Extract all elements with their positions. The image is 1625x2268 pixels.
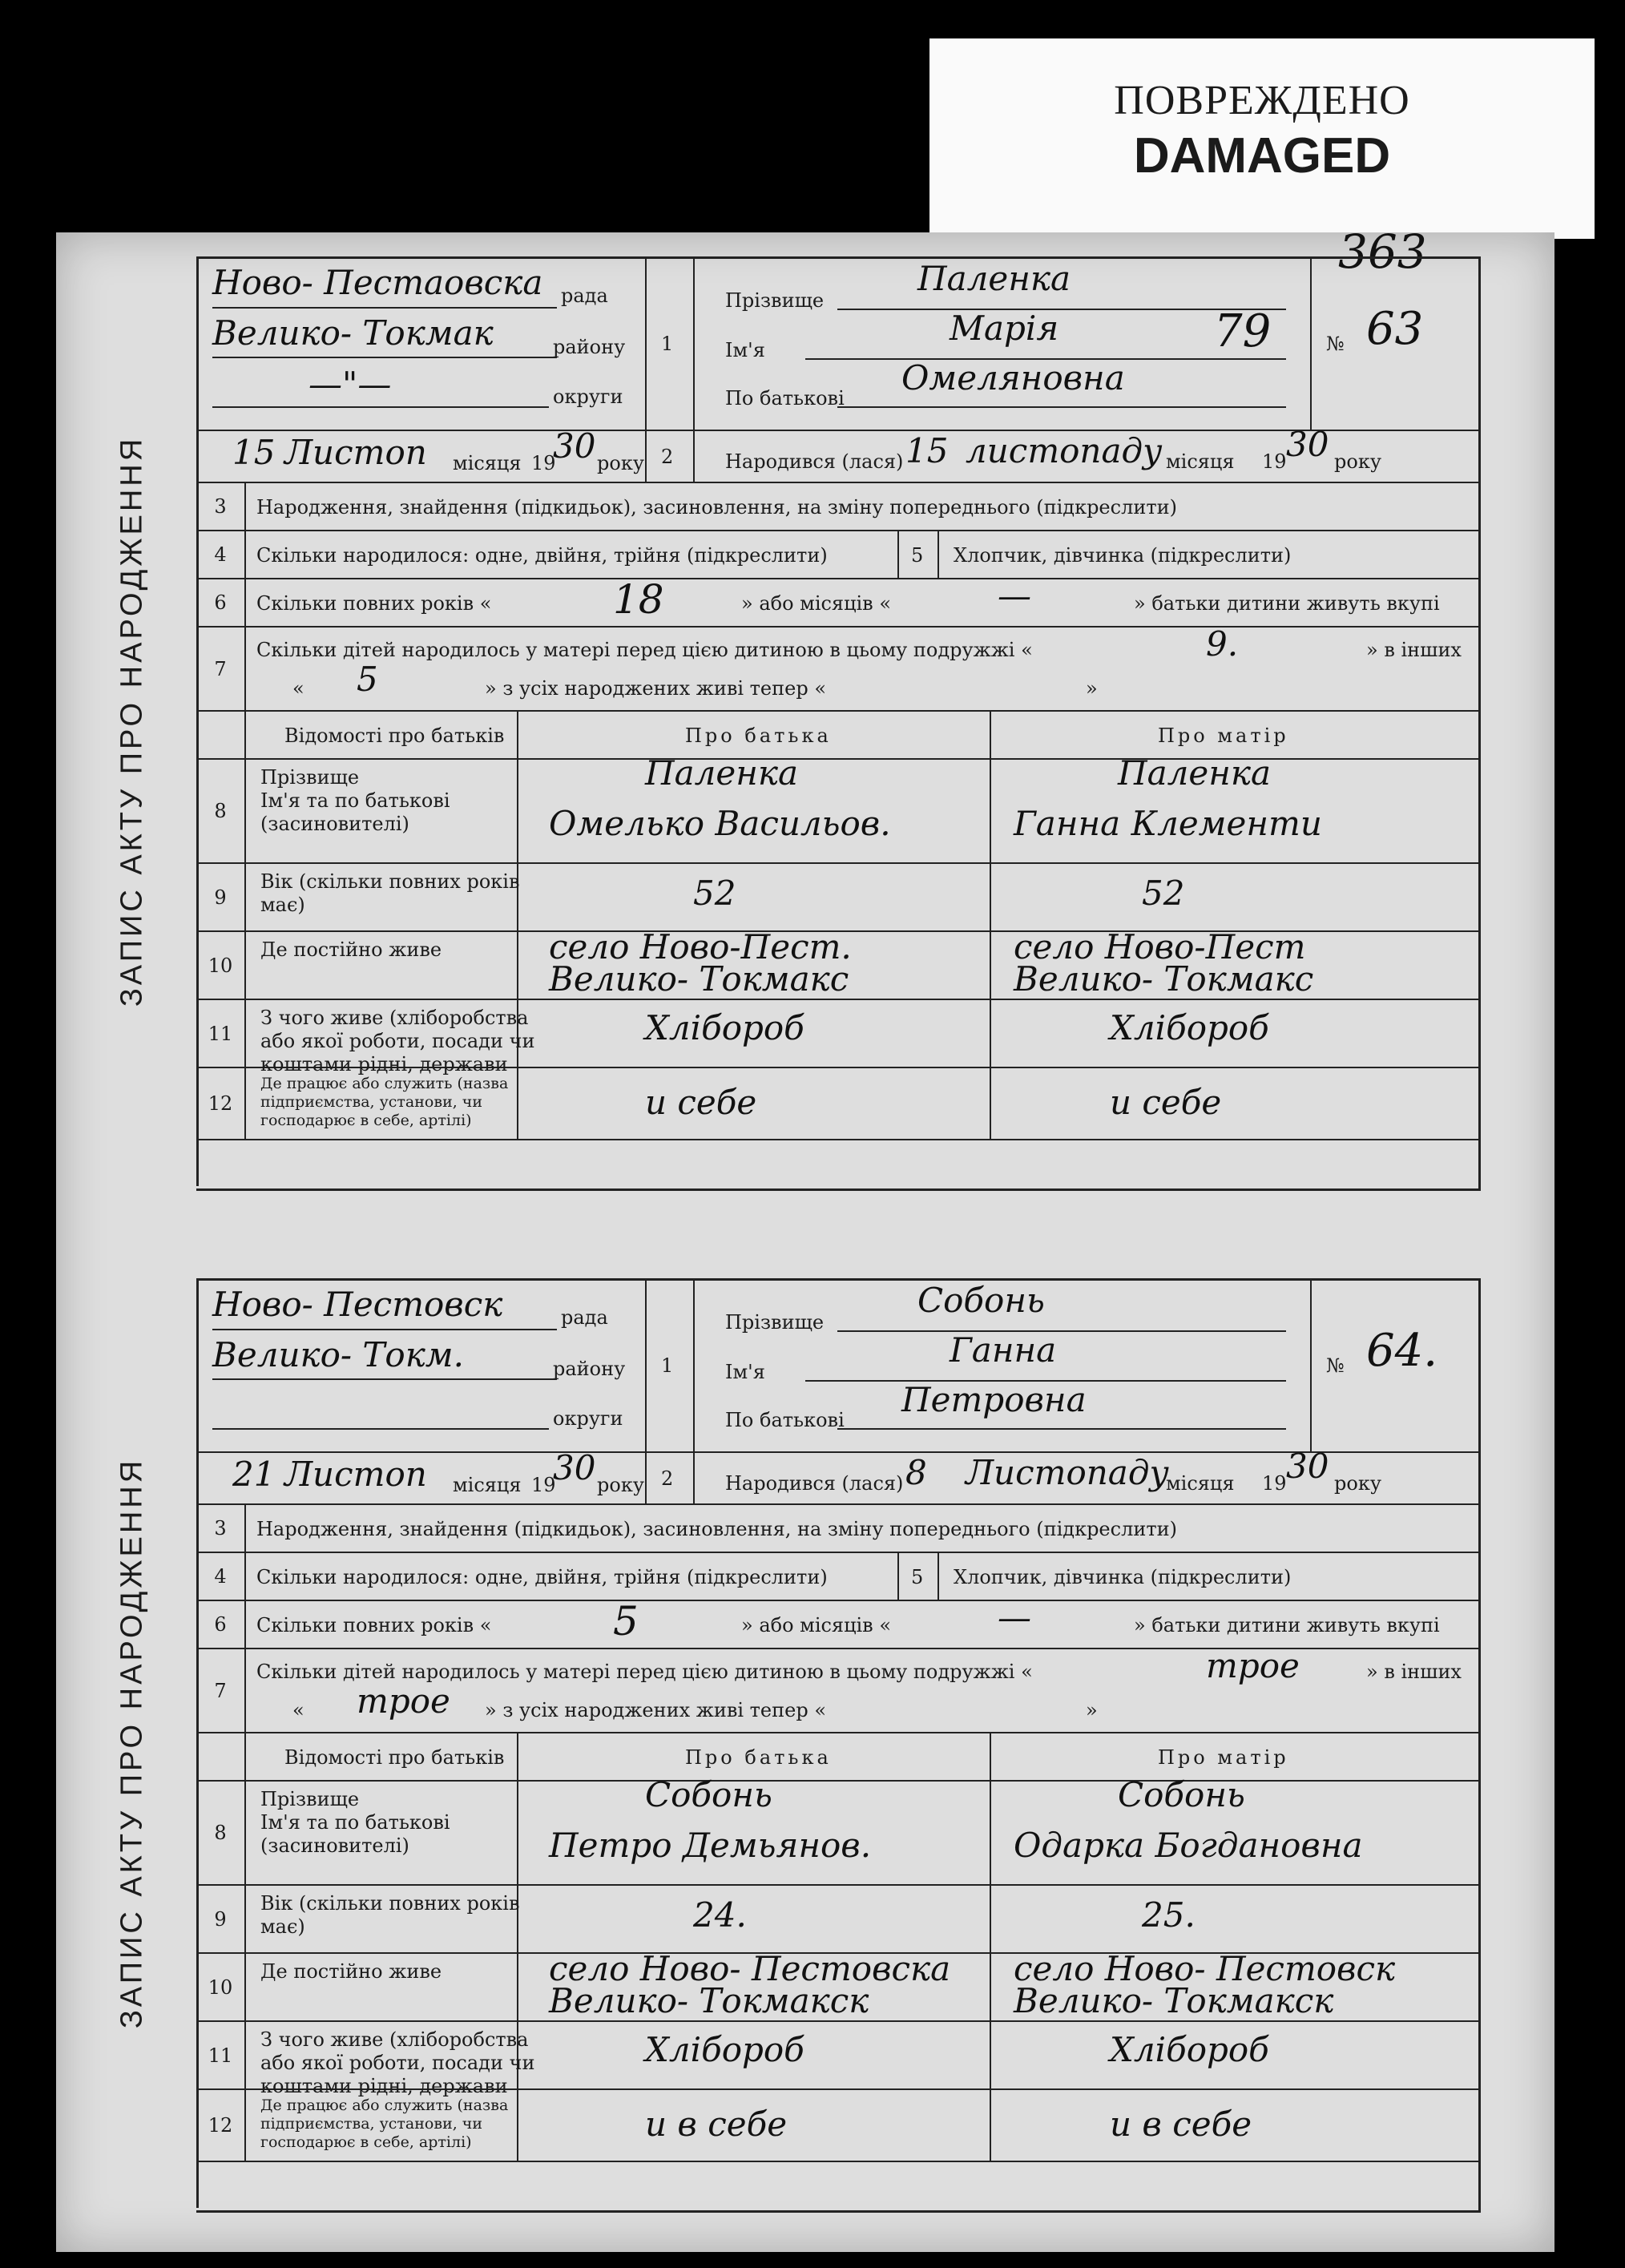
mother-surname: Паленка — [1118, 753, 1272, 793]
okrug-value: —"— — [308, 365, 392, 404]
reg-month: Листоп — [284, 433, 427, 472]
num-10: 10 — [196, 932, 246, 999]
mother-name: Ганна Клементи — [1014, 804, 1322, 843]
father-age: 24. — [693, 1895, 747, 1935]
reg-month-label: місяця — [453, 452, 522, 474]
row-3 — [196, 1505, 1478, 1553]
row-7 — [196, 1646, 1478, 1733]
born-label: Народився (лася) — [725, 1472, 904, 1495]
row8-label: Прізвище Ім'я та по батькові (засиновителі) — [260, 766, 450, 835]
damaged-stamp — [929, 38, 1595, 239]
num-12: 12 — [196, 2090, 246, 2161]
num-7: 7 — [196, 1649, 246, 1732]
birth-day: 8 — [905, 1453, 927, 1492]
record-table — [196, 1278, 1481, 2213]
father-work: и себе — [645, 1083, 757, 1122]
child-patronymic: Омеляновна — [901, 358, 1125, 398]
row7-b: » в інших — [1366, 1661, 1462, 1683]
children-other: трое — [357, 1681, 450, 1721]
extra-number: 79 — [1214, 305, 1272, 357]
rada-label: рада — [561, 1306, 608, 1329]
row7-a: Скільки дітей народилось у матері перед цією дитиною в цьому подружжі « — [256, 639, 1033, 661]
row-11 — [196, 2022, 1478, 2097]
row6-b: » або місяців « — [741, 592, 892, 615]
married-years: 5 — [613, 1598, 639, 1645]
reg-year: 30 — [553, 1448, 596, 1487]
birth-year-label: року — [1334, 1472, 1381, 1495]
row4-text: Скільки народилося: одне, двійня, трійня (підкреслити) — [256, 544, 828, 567]
father-name: Петро Демьянов. — [549, 1826, 872, 1865]
row-12 — [196, 2090, 1478, 2162]
num-8: 8 — [196, 760, 246, 862]
num-9: 9 — [196, 864, 246, 930]
row-2 — [196, 425, 1478, 483]
num-3: 3 — [196, 483, 246, 530]
num-8: 8 — [196, 1782, 246, 1884]
row-11 — [196, 1000, 1478, 1075]
reg-year-prefix: 19 — [531, 1474, 556, 1496]
record-number: 63 — [1366, 303, 1424, 355]
num-4: 4 — [196, 1553, 246, 1600]
row7-a: Скільки дітей народилось у матері перед цією дитиною в цьому подружжі « — [256, 1661, 1033, 1683]
reg-day: 21 — [232, 1455, 276, 1494]
mother-name: Одарка Богдановна — [1014, 1826, 1363, 1865]
row12-label: Де працює або служить (назва підприємства, установи, чи господарює в себе, артілі) — [260, 1075, 509, 1129]
rada-label: рада — [561, 285, 608, 307]
row7-e: » — [1086, 1699, 1098, 1721]
row3-text: Народження, знайдення (підкидьок), засиновлення, на зміну попереднього (підкреслити) — [256, 496, 1177, 519]
row-10 — [196, 1949, 1478, 2022]
child-name: Ганна — [950, 1330, 1057, 1370]
no-label: № — [1326, 1354, 1345, 1377]
row6-c: » батьки дитини живуть вкупі — [1134, 592, 1440, 615]
side-title-text: ЗАПИС АКТУ ПРО НАРОДЖЕННЯ — [115, 1457, 149, 2029]
mother-age: 25. — [1142, 1895, 1196, 1935]
child-surname: Паленка — [917, 259, 1071, 298]
birth-month: листопаду — [966, 431, 1163, 470]
num-6: 6 — [196, 1601, 246, 1648]
stamp-ua: ПОВРЕЖДЕНО — [1114, 78, 1410, 123]
row-4 — [196, 1553, 1478, 1601]
parents-header — [196, 712, 1478, 760]
row9-label: Вік (скільки повних років має) — [260, 870, 520, 916]
row7-b: » в інших — [1366, 639, 1462, 661]
row-1 — [196, 259, 1478, 431]
num-2: 2 — [661, 1467, 674, 1490]
row-8 — [196, 1775, 1478, 1886]
num-7: 7 — [196, 628, 246, 710]
row-3 — [196, 483, 1478, 531]
row-9 — [196, 864, 1478, 932]
row7-d: » з усіх народжених живі тепер « — [485, 1699, 827, 1721]
rada-value: Ново- Пестовск — [212, 1285, 503, 1324]
stamp-en: DAMAGED — [1133, 128, 1391, 184]
father-living: Хлібороб — [645, 2030, 804, 2069]
row6-c: » батьки дитини живуть вкупі — [1134, 1614, 1440, 1636]
row11-label: З чого живе (хліборобства або якої роботи, посади чи коштами рідні, держави — [260, 1007, 535, 1075]
side-title — [68, 256, 199, 1186]
row-8 — [196, 753, 1478, 864]
mother-surname: Собонь — [1118, 1775, 1245, 1814]
father-surname: Паленка — [645, 753, 799, 793]
rayon-label: району — [553, 336, 626, 358]
rayon-label: району — [553, 1358, 626, 1380]
reg-year-label: року — [597, 452, 644, 474]
num-5: 5 — [911, 544, 924, 567]
rayon-value: Велико- Токм. — [212, 1335, 464, 1374]
row7-c: « — [292, 1699, 304, 1721]
header-parents: Відомості про батьків — [284, 1746, 505, 1769]
row-4 — [196, 531, 1478, 579]
mother-living: Хлібороб — [1110, 1008, 1269, 1047]
row-2 — [196, 1447, 1478, 1505]
patronymic-label: По батькові — [725, 1409, 845, 1431]
row-9 — [196, 1886, 1478, 1954]
surname-label: Прізвище — [725, 289, 825, 312]
reg-year: 30 — [553, 426, 596, 466]
header-father: Про батька — [685, 724, 832, 747]
father-residence2: Велико- Токмакск — [549, 1981, 869, 2020]
child-patronymic: Петровна — [901, 1380, 1087, 1419]
num-1: 1 — [661, 1354, 674, 1377]
row-12 — [196, 1068, 1478, 1140]
born-label: Народився (лася) — [725, 450, 904, 473]
side-title — [68, 1278, 199, 2208]
father-name: Омелько Васильов. — [549, 804, 891, 843]
num-9: 9 — [196, 1886, 246, 1952]
record-number: 64. — [1366, 1325, 1438, 1377]
name-label: Ім'я — [725, 1361, 765, 1383]
father-age: 52 — [693, 874, 736, 913]
num-2: 2 — [661, 446, 674, 468]
row-6 — [196, 1598, 1478, 1649]
row3-text: Народження, знайдення (підкидьок), засиновлення, на зміну попереднього (підкреслити) — [256, 1518, 1177, 1540]
birth-month: Листопаду — [966, 1453, 1169, 1492]
header-mother: Про матір — [1158, 1746, 1289, 1769]
father-residence1: село Ново-Пест. — [549, 927, 852, 967]
father-residence2: Велико- Токмакс — [549, 959, 849, 999]
mother-residence2: Велико- Токмакс — [1014, 959, 1314, 999]
row5-text: Хлопчик, дівчинка (підкреслити) — [954, 1566, 1292, 1588]
married-years: 18 — [613, 576, 664, 623]
children-this: 9. — [1206, 624, 1239, 664]
rayon-value: Велико- Токмак — [212, 313, 494, 353]
birth-year-prefix: 19 — [1262, 1472, 1287, 1495]
row9-label: Вік (скільки повних років має) — [260, 1892, 520, 1938]
reg-year-prefix: 19 — [531, 452, 556, 474]
mother-living: Хлібороб — [1110, 2030, 1269, 2069]
row12-label: Де працює або служить (назва підприємства, установи, чи господарює в себе, артілі) — [260, 2096, 509, 2151]
no-label: № — [1326, 333, 1345, 355]
row11-label: З чого живе (хліборобства або якої роботи, посади чи коштами рідні, держави — [260, 2028, 535, 2097]
row-10 — [196, 927, 1478, 1000]
num-6: 6 — [196, 579, 246, 626]
reg-day: 15 — [232, 433, 276, 472]
record-table — [196, 256, 1481, 1191]
row-1 — [196, 1281, 1478, 1453]
header-parents: Відомості про батьків — [284, 724, 505, 747]
num-10: 10 — [196, 1954, 246, 2020]
side-title-text: ЗАПИС АКТУ ПРО НАРОДЖЕННЯ — [115, 435, 149, 1007]
row7-c: « — [292, 677, 304, 700]
children-other: 5 — [357, 660, 378, 699]
parents-header — [196, 1733, 1478, 1782]
mother-residence1: село Ново- Пестовск — [1014, 1949, 1396, 1988]
mother-residence2: Велико- Токмакск — [1014, 1981, 1334, 2020]
birth-record-1 — [68, 256, 1478, 1186]
row10-label: Де постійно живе — [260, 1960, 442, 1983]
row6-b: » або місяців « — [741, 1614, 892, 1636]
row-7 — [196, 624, 1478, 712]
num-12: 12 — [196, 1068, 246, 1139]
birth-month-label: місяця — [1166, 1472, 1235, 1495]
married-months: — — [998, 576, 1031, 615]
num-3: 3 — [196, 1505, 246, 1552]
father-surname: Собонь — [645, 1775, 772, 1814]
children-this: трое — [1206, 1646, 1300, 1685]
father-living: Хлібороб — [645, 1008, 804, 1047]
birth-year: 30 — [1286, 425, 1329, 464]
married-months: — — [998, 1598, 1031, 1637]
num-1: 1 — [661, 333, 674, 355]
father-residence1: село Ново- Пестовска — [549, 1949, 951, 1988]
mother-work: и себе — [1110, 1083, 1222, 1122]
birth-record-2 — [68, 1278, 1478, 2208]
okrug-label: округи — [553, 1407, 623, 1430]
num-4: 4 — [196, 531, 246, 578]
row8-label: Прізвище Ім'я та по батькові (засиновителі) — [260, 1788, 450, 1857]
row5-text: Хлопчик, дівчинка (підкреслити) — [954, 544, 1292, 567]
sheet-number: 363 — [1338, 224, 1427, 279]
okrug-label: округи — [553, 385, 623, 408]
row6-a: Скільки повних років « — [256, 592, 492, 615]
birth-year: 30 — [1286, 1447, 1329, 1486]
reg-month-label: місяця — [453, 1474, 522, 1496]
mother-residence1: село Ново-Пест — [1014, 927, 1306, 967]
mother-age: 52 — [1142, 874, 1185, 913]
mother-work: и в себе — [1110, 2105, 1252, 2144]
num-11: 11 — [196, 1000, 246, 1067]
rada-value: Ново- Пестаовска — [212, 263, 543, 302]
row6-a: Скільки повних років « — [256, 1614, 492, 1636]
row7-d: » з усіх народжених живі тепер « — [485, 677, 827, 700]
num-11: 11 — [196, 2022, 246, 2088]
child-name: Марія — [950, 309, 1059, 348]
row-6 — [196, 576, 1478, 628]
row4-text: Скільки народилося: одне, двійня, трійня (підкреслити) — [256, 1566, 828, 1588]
child-surname: Собонь — [917, 1281, 1045, 1320]
patronymic-label: По батькові — [725, 387, 845, 410]
name-label: Ім'я — [725, 339, 765, 361]
header-father: Про батька — [685, 1746, 832, 1769]
row10-label: Де постійно живе — [260, 938, 442, 961]
reg-year-label: року — [597, 1474, 644, 1496]
reg-month: Листоп — [284, 1455, 427, 1494]
num-5: 5 — [911, 1566, 924, 1588]
birth-year-prefix: 19 — [1262, 450, 1287, 473]
surname-label: Прізвище — [725, 1311, 825, 1334]
row7-e: » — [1086, 677, 1098, 700]
header-mother: Про матір — [1158, 724, 1289, 747]
father-work: и в себе — [645, 2105, 788, 2144]
birth-day: 15 — [905, 431, 949, 470]
birth-month-label: місяця — [1166, 450, 1235, 473]
birth-year-label: року — [1334, 450, 1381, 473]
